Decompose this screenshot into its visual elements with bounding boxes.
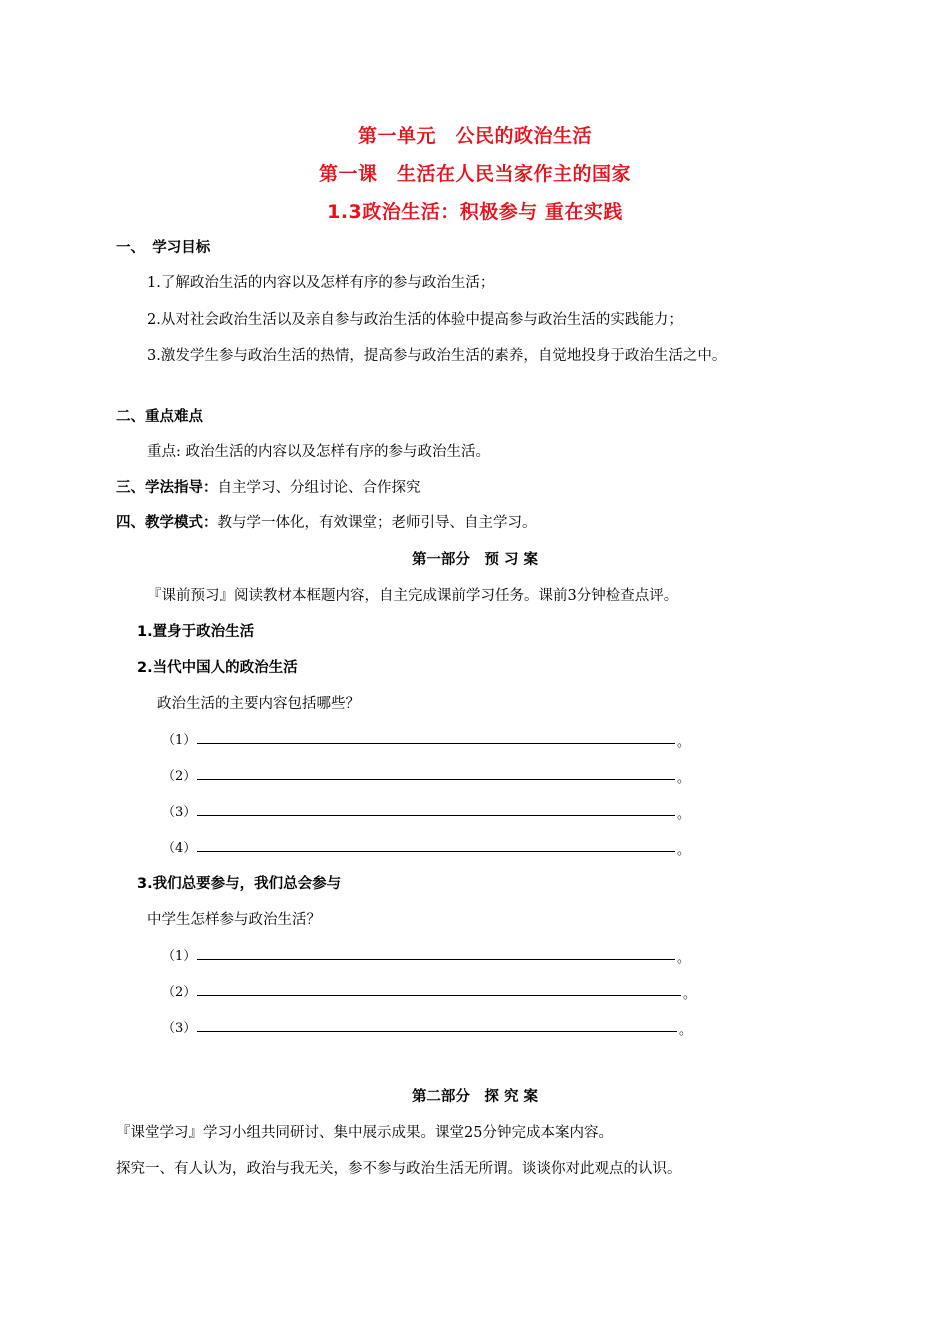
part1-intro: 『课前预习』阅读教材本框题内容，自主完成课前学习任务。课前3分钟检查点评。 — [147, 588, 679, 604]
part2-title: 第二部分 探 究 案 — [411, 1089, 539, 1105]
part1-section-2: 2.当代中国人的政治生活 — [137, 660, 298, 676]
answer-label: （3） — [162, 805, 197, 820]
answer-label: （1） — [162, 733, 197, 748]
mode-heading: 四、教学模式： — [116, 515, 218, 531]
part1-title: 第一部分 预 习 案 — [411, 552, 539, 568]
blank-end-mark: 。 — [677, 951, 691, 966]
blank-end-mark: 。 — [683, 987, 697, 1002]
goal-item-1: 1.了解政治生活的内容以及怎样有序的参与政治生活； — [147, 275, 495, 291]
part1-question-1: 政治生活的主要内容包括哪些？ — [157, 696, 360, 712]
part2-intro: 『课堂学习』学习小组共同研讨、集中展示成果。课堂25分钟完成本案内容。 — [116, 1125, 613, 1141]
answer-label: （2） — [162, 769, 197, 784]
blank-end-mark: 。 — [677, 735, 691, 750]
answer-label: （3） — [162, 1021, 197, 1036]
blank-end-mark: 。 — [677, 807, 691, 822]
method-text: 自主学习、分组讨论、合作探究 — [217, 480, 421, 496]
blank-end-mark: 。 — [677, 771, 691, 786]
answer-label: （4） — [162, 841, 197, 856]
answer-blank-line[interactable] — [197, 1031, 677, 1032]
goal-item-3: 3.激发学生参与政治生活的热情，提高参与政治生活的素养，自觉地投身于政治生活之中。 — [147, 348, 727, 364]
goals-heading: 一、 学习目标 — [116, 240, 211, 256]
part1-section-3: 3.我们总要参与，我们总会参与 — [137, 876, 342, 892]
key-points-text: 重点: 政治生活的内容以及怎样有序的参与政治生活。 — [147, 444, 490, 460]
answer-blank-line[interactable] — [197, 851, 675, 852]
unit-title: 第一单元 公民的政治生活 — [357, 125, 592, 147]
answer-label: （2） — [162, 985, 197, 1000]
blank-end-mark: 。 — [677, 843, 691, 858]
inquiry-1: 探究一、有人认为，政治与我无关，参不参与政治生活无所谓。谈谈你对此观点的认识。 — [116, 1161, 682, 1177]
method-heading: 三、学法指导： — [116, 480, 218, 496]
section-title: 1.3政治生活：积极参与 重在实践 — [327, 201, 623, 223]
mode-text: 教与学一体化，有效课堂；老师引导、自主学习。 — [217, 515, 537, 531]
answer-blank-line[interactable] — [197, 995, 681, 996]
answer-blank-line[interactable] — [197, 959, 675, 960]
answer-blank-line[interactable] — [197, 779, 675, 780]
key-points-heading: 二、重点难点 — [116, 409, 203, 425]
answer-blank-line[interactable] — [197, 815, 675, 816]
part1-question-2: 中学生怎样参与政治生活？ — [147, 912, 321, 928]
part1-section-1: 1.置身于政治生活 — [137, 624, 255, 640]
goal-item-2: 2.从对社会政治生活以及亲自参与政治生活的体验中提高参与政治生活的实践能力； — [147, 312, 683, 328]
lesson-title: 第一课 生活在人民当家作主的国家 — [318, 163, 631, 185]
answer-blank-line[interactable] — [197, 743, 675, 744]
blank-end-mark: 。 — [679, 1023, 693, 1038]
mode-row — [116, 511, 537, 532]
answer-label: （1） — [162, 949, 197, 964]
method-row — [116, 476, 421, 497]
